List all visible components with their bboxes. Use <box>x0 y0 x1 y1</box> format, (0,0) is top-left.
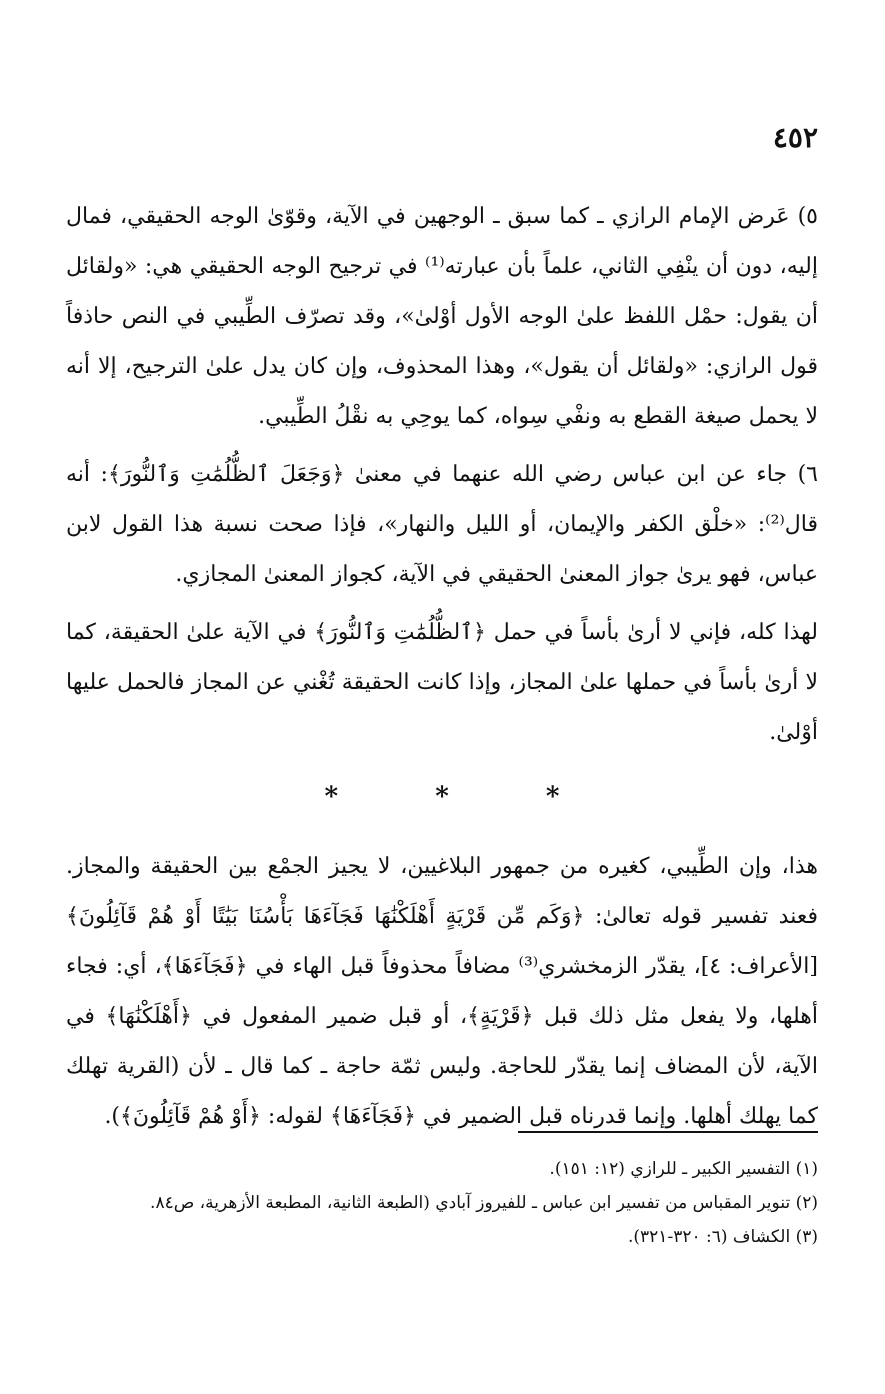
paragraph-point-5: ٥) عَرض الإمام الرازي ـ كما سبق ـ الوجهين في الآية، وقوّىٰ الوجه الحقيقي، فمال إليه، دون أن ينْفِي الثاني، علماً بأن عبارته⁽¹⁾ في ترجيح الوجه الحقيقي هي: «ولقائل أن يقول: حمْل اللفظ علىٰ الوجه الأول أوْلىٰ»، وقد تصرّف الطِّيبي في النص حاذفاً قول الرازي: «ولقائل أن يقول»، وهذا المحذوف، وإن كان يدل علىٰ الترجيح، إلا أنه لا يحمل صيغة القطع به ونفْي سِواه، كما يوحِي به نقْلُ الطِّيبي. <box>66 204 819 429</box>
paragraph-section-start: هذا، وإن الطِّيبي، كغيره من جمهور البلاغيين، لا يجيز الجمْع بين الحقيقة والمجاز. فعند تفسير قوله تعالىٰ: ﴿وَكَم مِّن قَرْيَةٍ أَهْلَكْنَٰهَا فَجَآءَهَا بَأْسُنَا بَيَٰتًا أَوْ هُمْ قَآئِلُونَ﴾ [الأعراف: ٤]، يقدّر الزمخشري⁽³⁾ مضافاً محذوفاً قبل الهاء في ﴿فَجَآءَهَا﴾، أي: فجاء أهلها، ولا يفعل مثل ذلك قبل ﴿قَرْيَةٍ﴾، أو قبل ضمير المفعول في ﴿أَهْلَكْنَٰهَا﴾ في الآية، لأن المضاف إنما يقدّر للحاجة. وليس ثمّة حاجة ـ كما قال ـ لأن (القرية تهلك كما يهلك أهلها. وإنما قدرناه قبل الضمير في ﴿فَجَآءَهَا﴾ لقوله: ﴿أَوْ هُمْ قَآئِلُونَ﴾). <box>66 854 818 1129</box>
page-number: ٤٥٢ <box>772 121 818 154</box>
footnote-1: (١) التفسير الكبير ـ للرازي (١٢: ١٥١). <box>549 1159 818 1179</box>
main-text <box>66 192 818 1150</box>
footnotes <box>66 1152 818 1254</box>
book-page <box>66 118 818 1368</box>
footnote-2: (٢) تنوير المقباس من تفسير ابن عباس ـ للفيروز آبادي (الطبعة الثانية، المطبعة الأزهرية، ص٨٤. <box>150 1193 818 1213</box>
section-divider: * * * <box>324 782 604 812</box>
paragraph-conclusion: لهذا كله، فإني لا أرىٰ بأساً في حمل ﴿ٱلظُّلُمَٰتِ وَٱلنُّورَ﴾ في الآية علىٰ الحقيقة، كما لا أرىٰ بأساً في حملها علىٰ المجاز، وإذا كانت الحقيقة تُغْني عن المجاز فالحمل عليها أوْلىٰ. <box>66 620 818 745</box>
footnote-separator <box>518 1131 818 1133</box>
paragraph-point-6: ٦) جاء عن ابن عباس رضي الله عنهما في معنىٰ ﴿وَجَعَلَ ٱلظُّلُمَٰتِ وَٱلنُّورَ﴾: أنه قال⁽²⁾: «خلْق الكفر والإيمان، أو الليل والنهار»، فإذا صحت نسبة هذا القول لابن عباس، فهو يرىٰ جواز المعنىٰ الحقيقي في الآية، كجواز المعنىٰ المجازي. <box>66 462 818 587</box>
footnote-3: (٣) الكشاف (٦: ٣٢٠-٣٢١). <box>627 1227 818 1247</box>
